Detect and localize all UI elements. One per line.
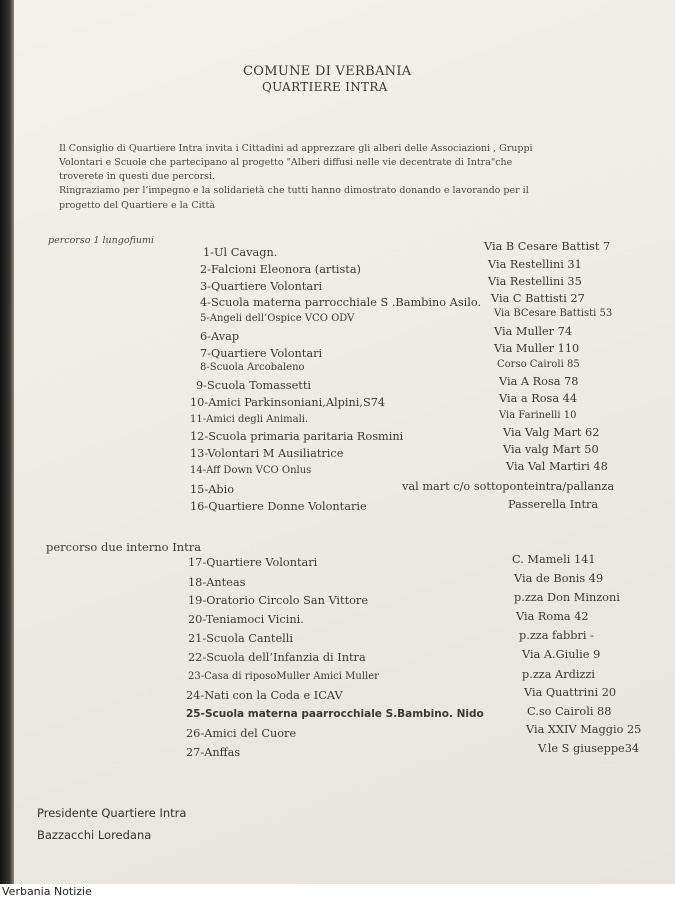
route1-item-name: 9-Scuola Tomassetti	[196, 379, 311, 392]
route2-item-name: 17-Quartiere Volontari	[188, 556, 318, 569]
route1-item-name: 5-Angeli dell’Ospice VCO ODV	[200, 313, 355, 324]
route1-item-address: Via B Cesare Battist 7	[484, 240, 611, 253]
intro-line: Volontari e Scuole che partecipano al progetto "Alberi diffusi nelle vie decentrate di Intra"che	[59, 157, 513, 168]
route1-item-name: 11-Amici degli Animali.	[190, 414, 309, 425]
route1-label: percorso 1 lungofiumi	[48, 235, 155, 246]
route2-item-address: p.zza Don Minzoni	[514, 591, 620, 604]
route2-label: percorso due interno Intra	[46, 540, 202, 554]
header-title: COMUNE DI VERBANIA	[243, 64, 412, 79]
route1-item-name: 1-Ul Cavagn.	[203, 246, 278, 259]
route1-item-name: 10-Amici Parkinsoniani,Alpini,S74	[190, 396, 386, 409]
route1-item-address: val mart c/o sottoponteintra/pallanza	[402, 480, 615, 493]
route1-item-address: Via A Rosa 78	[499, 375, 579, 388]
route2-item-address: C.so Cairoli 88	[527, 705, 612, 718]
route2-item-address: p.zza fabbri -	[519, 629, 594, 642]
intro-line: Il Consiglio di Quartiere Intra invita i Cittadini ad apprezzare gli alberi delle Associazioni , Gruppi	[59, 143, 533, 154]
credit-strip	[0, 884, 675, 900]
route2-item-address: V.le S giuseppe34	[538, 742, 640, 755]
page-edge-shadow	[0, 0, 14, 884]
route2-item-address: Via Roma 42	[516, 610, 589, 623]
route2-item-address: Via de Bonis 49	[514, 572, 604, 585]
header-subtitle: QUARTIERE INTRA	[262, 80, 388, 94]
signature-role: Presidente Quartiere Intra	[37, 806, 187, 820]
route1-item-name: 3-Quartiere Volontari	[200, 280, 323, 293]
route1-item-address: Via Muller 74	[494, 325, 573, 338]
route1-item-address: Via Restellini 35	[488, 275, 582, 288]
route2-item-address: C. Mameli 141	[512, 553, 596, 566]
route1-item-name: 15-Abio	[190, 483, 234, 496]
route1-item-address: Corso Cairoli 85	[497, 359, 580, 370]
route1-item-name: 14-Aff Down VCO Onlus	[190, 465, 312, 476]
route2-item-name: 26-Amici del Cuore	[186, 727, 297, 740]
route1-item-name: 4-Scuola materna parrocchiale S .Bambino Asilo.	[200, 296, 482, 309]
route1-item-address: Via Restellini 31	[488, 258, 582, 271]
route1-item-address: Via a Rosa 44	[499, 392, 578, 405]
route2-item-address: Via Quattrini 20	[524, 686, 617, 699]
route2-item-name: 20-Teniamoci Vicini.	[188, 613, 304, 626]
route2-item-address: Via XXIV Maggio 25	[526, 723, 642, 736]
route2-item-address: p.zza Ardizzi	[522, 668, 595, 681]
route1-item-address: Via Muller 110	[494, 342, 580, 355]
intro-line: progetto del Quartiere e la Città	[59, 200, 215, 211]
route1-item-address: Via Farinelli 10	[499, 410, 577, 421]
route1-item-name: 6-Avap	[200, 330, 240, 343]
route1-item-address: Via Valg Mart 62	[503, 426, 600, 439]
route2-item-name: 27-Anffas	[186, 746, 241, 759]
route1-item-name: 2-Falcioni Eleonora (artista)	[200, 263, 361, 276]
intro-line: troverete in questi due percorsi.	[59, 171, 216, 182]
route2-item-name: 23-Casa di riposoMuller Amici Muller	[188, 671, 379, 682]
route1-item-name: 12-Scuola primaria paritaria Rosmini	[190, 430, 404, 443]
intro-line: Ringraziamo per l’impegno e la solidarietà che tutti hanno dimostrato donando e lavorando per il	[59, 185, 529, 196]
route1-item-name: 7-Quartiere Volontari	[200, 347, 323, 360]
source-credit: Verbania Notizie	[2, 885, 92, 898]
route1-item-address: Via BCesare Battisti 53	[494, 308, 613, 319]
route1-item-name: 8-Scuola Arcobaleno	[200, 362, 305, 373]
route2-item-name: 24-Nati con la Coda e ICAV	[186, 689, 343, 702]
route1-item-name: 16-Quartiere Donne Volontarie	[190, 500, 367, 513]
route2-item-name: 18-Anteas	[188, 576, 246, 589]
route2-item-name: 21-Scuola Cantelli	[188, 632, 293, 645]
route1-item-address: Via valg Mart 50	[503, 443, 599, 456]
route2-item-name: 25-Scuola materna paarrocchiale S.Bambino. Nido	[186, 708, 484, 720]
route1-item-address: Via C Battisti 27	[491, 292, 585, 305]
route1-item-name: 13-Volontari M Ausiliatrice	[190, 447, 344, 460]
route1-item-address: Via Val Martiri 48	[506, 460, 608, 473]
route2-item-name: 22-Scuola dell’Infanzia di Intra	[188, 651, 366, 664]
route1-item-address: Passerella Intra	[508, 498, 599, 511]
signature-name: Bazzacchi Loredana	[37, 828, 152, 842]
route2-item-name: 19-Oratorio Circolo San Vittore	[188, 594, 369, 607]
route2-item-address: Via A.Giulie 9	[522, 648, 601, 661]
